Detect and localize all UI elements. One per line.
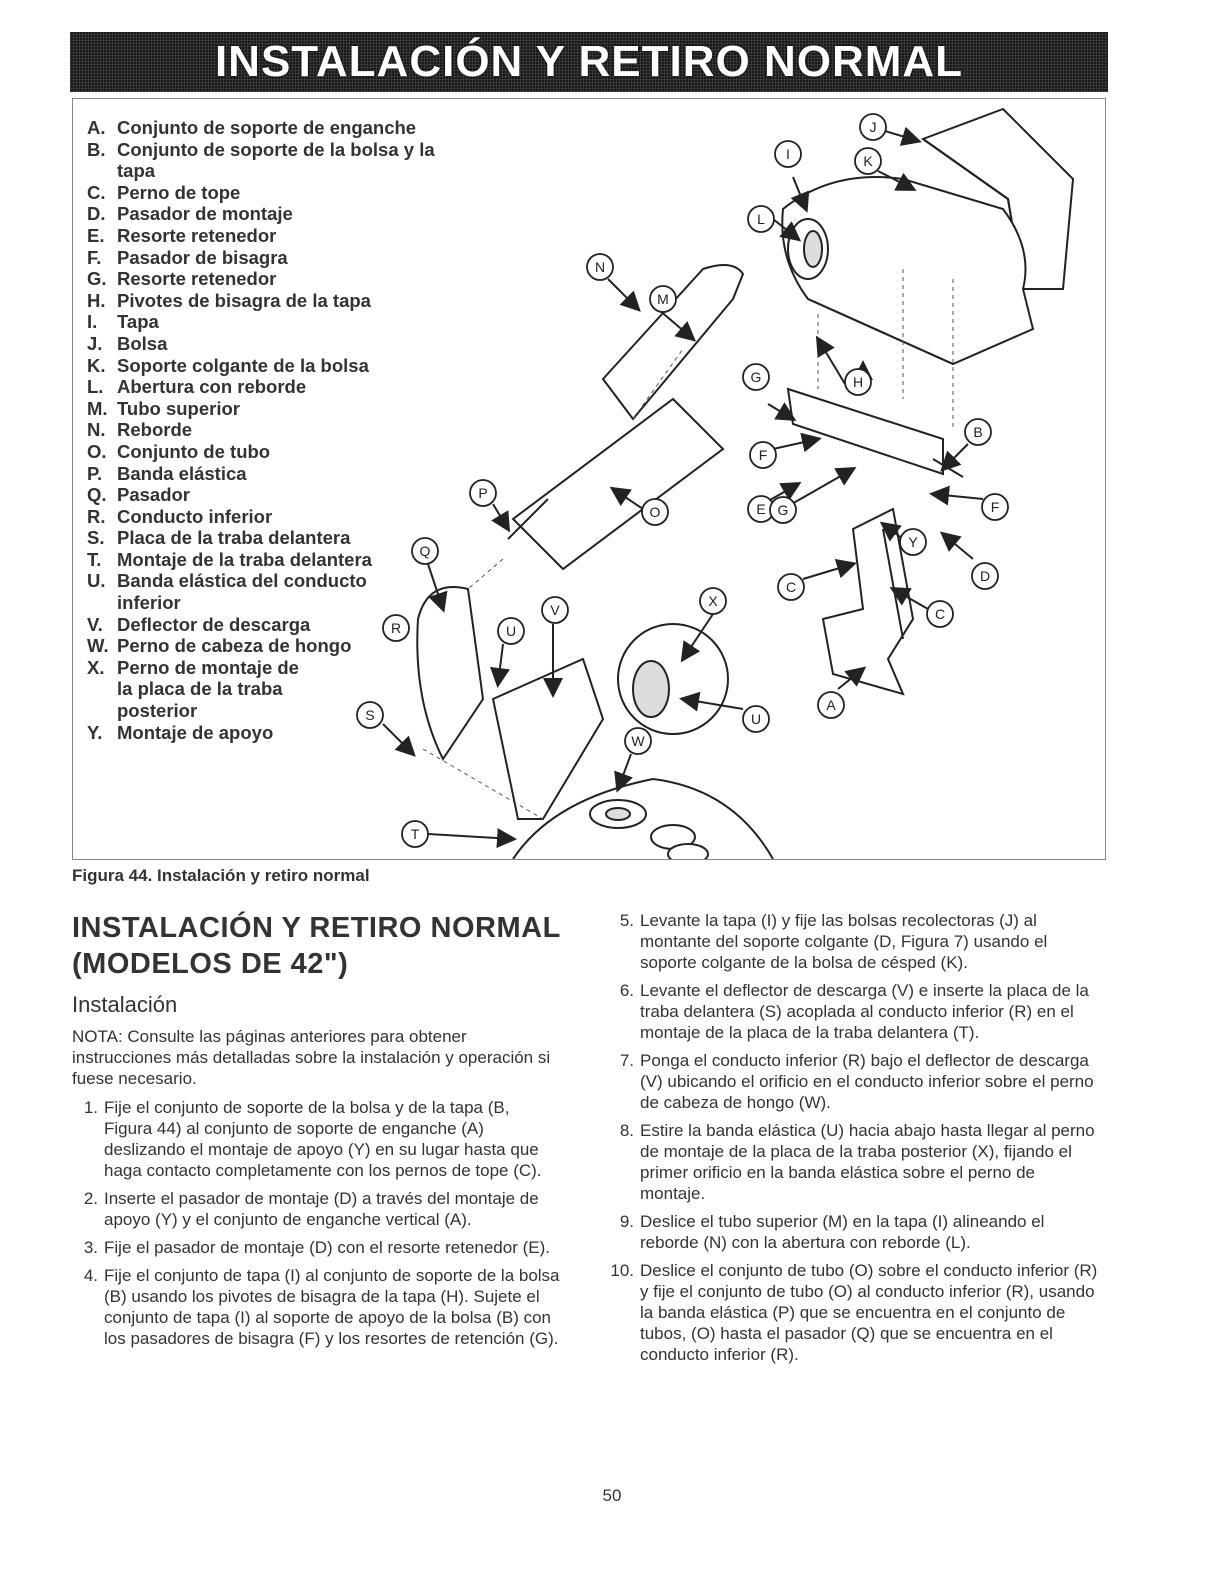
callout-label: V [550, 602, 560, 618]
legend-item: F. Pasador de bisagra [87, 246, 288, 268]
section-title: INSTALACIÓN Y RETIRO NORMAL (MODELOS DE 42") [72, 912, 561, 980]
callout-label: B [973, 424, 983, 440]
step-item: 10. Deslice el conjunto de tubo (O) sobre el conducto inferior (R) y fije el conjunto de tubo (O) al conducto inferior (R), usando la banda elástica (P) que se encuentra en el conjunto de tubos, (O) hasta el pasador (Q) que se encuentra en el conducto inferior (R). [610, 1261, 1098, 1364]
legend-item: D. Pasador de montaje [87, 203, 293, 225]
step-item: 7. Ponga el conducto inferior (R) bajo el deflector de descarga (V) ubicando el orificio en el conducto inferior sobre el perno de cabeza de hongo (W). [619, 1051, 1094, 1112]
parts-legend [87, 117, 447, 743]
callout-label: F [990, 499, 1000, 515]
legend-item: Y. Montaje de apoyo [87, 721, 274, 743]
callout-label: G [750, 369, 762, 385]
step-item: 6. Levante el deflector de descarga (V) e inserte la placa de la traba delantera (S) acoplada al conducto inferior (R) en el montaje de la placa de la traba delantera (T). [619, 981, 1089, 1042]
legend-item: I. Tapa [87, 311, 159, 333]
callout-label: W [631, 733, 645, 749]
legend-item: S. Placa de la traba delantera [87, 527, 351, 549]
left-column [72, 910, 562, 1356]
callout-label: U [505, 623, 517, 639]
page-banner [70, 32, 1108, 92]
callout-label: C [934, 606, 946, 622]
callout-label: D [979, 568, 991, 584]
legend-item: G. Resorte retenedor [87, 268, 277, 290]
legend-item: V. Deflector de descarga [87, 613, 311, 635]
callout-label: O [649, 504, 661, 520]
page-number: 50 [602, 1486, 622, 1505]
legend-item: L. Abertura con reborde [87, 376, 307, 398]
legend-item: K. Soporte colgante de la bolsa [87, 354, 369, 376]
callout-label: R [390, 620, 402, 636]
callout-label: Q [419, 543, 431, 559]
legend-item: J. Bolsa [87, 332, 168, 354]
callout-label: C [785, 579, 797, 595]
legend-item: P. Banda elástica [87, 462, 247, 484]
section-subtitle: Instalación [72, 992, 178, 1017]
legend-item: C. Perno de tope [87, 181, 241, 203]
support-bracket-drawing [788, 389, 943, 474]
callout-label: N [594, 259, 606, 275]
figure-44 [72, 98, 1106, 860]
legend-item: U. Banda elástica del conducto inferior [87, 570, 367, 614]
callout-label: U [750, 711, 762, 727]
callout-label: I [786, 146, 790, 162]
legend-item: A. Conjunto de soporte de enganche [87, 117, 417, 138]
callout-label: J [869, 119, 877, 135]
legend-item: H. Pivotes de bisagra de la tapa [87, 289, 371, 311]
legend-item: B. Conjunto de soporte de la bolsa y la tapa [87, 138, 435, 182]
legend-item: Q. Pasador [87, 484, 191, 506]
step-item: 3. Fije el pasador de montaje (D) con el resorte retenedor (E). [83, 1238, 550, 1257]
note-text: NOTA: Consulte las páginas anteriores para obtener instrucciones más detalladas sobre la instalación y operación si fuese necesario. [72, 1027, 551, 1088]
callout-label: F [758, 447, 768, 463]
step-item: 8. Estire la banda elástica (U) hacia abajo hasta llegar al perno de montaje de la placa de la traba posterior (X), fijando el primer orificio en la banda elástica sobre el perno de montaje. [619, 1121, 1095, 1203]
upper-tube-drawing [603, 265, 743, 419]
callout-label: Y [908, 534, 918, 550]
tube-assembly-drawing [513, 399, 723, 569]
step-item: 2. Inserte el pasador de montaje (D) a través del montaje de apoyo (Y) y el conjunto de enganche vertical (A). [83, 1189, 539, 1229]
step-item: 5. Levante la tapa (I) y fije las bolsas recolectoras (J) al montante del soporte colgante (D, Figura 7) usando el soporte colgante de la bolsa de césped (K). [619, 911, 1048, 972]
callout-label: K [863, 153, 873, 169]
callout-label: L [757, 211, 765, 227]
callout-label: P [478, 485, 488, 501]
legend-item: W. Perno de cabeza de hongo [87, 635, 352, 657]
legend-item: T. Montaje de la traba delantera [87, 548, 372, 570]
figure-caption: Figura 44. Instalación y retiro normal [72, 866, 370, 885]
legend-item: X. Perno de montaje de la placa de la traba posterior [87, 656, 299, 722]
legend-item: E. Resorte retenedor [87, 224, 277, 246]
callout-label: S [365, 707, 375, 723]
callout-label: G [777, 502, 789, 518]
callout-label: H [852, 374, 864, 390]
callout-label: T [410, 826, 420, 842]
callout-label: X [708, 593, 718, 609]
step-item: 1. Fije el conjunto de soporte de la bolsa y de la tapa (B, Figura 44) al conjunto de soporte de enganche (A) deslizando el montaje de apoyo (Y) en su lugar hasta que haga contacto completamente con los pernos de tope (C). [83, 1098, 542, 1180]
legend-item: M. Tubo superior [87, 397, 240, 419]
step-item: 9. Deslice el tubo superior (M) en la tapa (I) alineando el reborde (N) con la abertura con reborde (L). [619, 1212, 1045, 1252]
right-column [608, 910, 1098, 1372]
steps-list-left [72, 1097, 562, 1349]
step-item: 4. Fije el conjunto de tapa (I) al conjunto de soporte de la bolsa (B) usando los pivotes de bisagra de la tapa (H). Sujete el conjunto de tapa (I) al soporte de apoyo de la bolsa (B) con los pasadores de bisagra (F) y los resortes de retención (G). [83, 1266, 560, 1348]
steps-list-right [608, 910, 1098, 1365]
callout-label: A [826, 697, 836, 713]
callout-label: E [756, 501, 766, 517]
legend-item: R. Conducto inferior [87, 505, 273, 527]
callout-label: M [657, 291, 669, 307]
legend-item: N. Reborde [87, 419, 193, 441]
banner-title: INSTALACIÓN Y RETIRO NORMAL [214, 37, 964, 86]
legend-item: O. Conjunto de tubo [87, 440, 271, 462]
